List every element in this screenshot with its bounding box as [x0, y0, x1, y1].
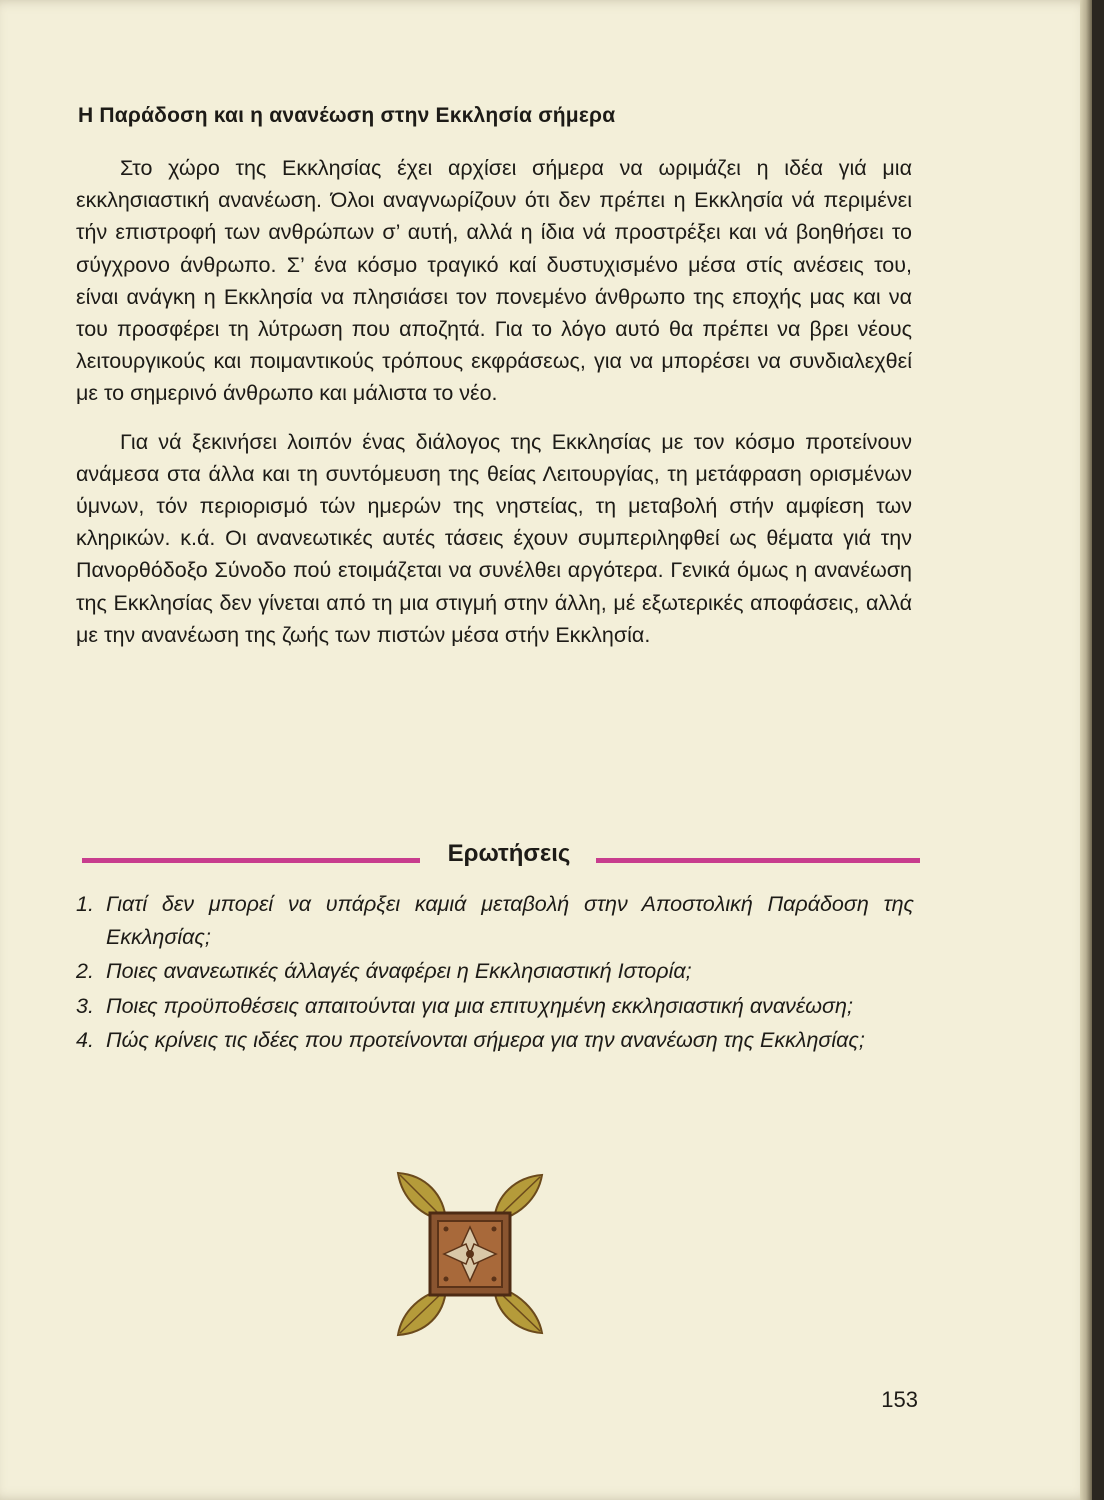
section-heading: Η Παράδοση και η ανανέωση στην Εκκλησία σήμερα — [78, 104, 616, 127]
decorative-ornament-icon — [386, 1165, 554, 1343]
question-text: Γιατί δεν μπορεί να υπάρξει καμιά μεταβολή στην Αποστολική Παράδοση της Εκκλησίας; — [106, 892, 914, 949]
question-number: 3. — [76, 993, 94, 1018]
question-number: 4. — [76, 1028, 94, 1052]
question-item — [76, 1024, 914, 1057]
body-text — [76, 152, 912, 667]
page-number: 153 — [881, 1387, 918, 1412]
question-number: 2. — [76, 959, 94, 983]
questions-title: Ερωτήσεις — [447, 840, 571, 867]
left-divider-rule — [82, 858, 420, 863]
page-edge — [1080, 0, 1092, 1500]
questions-header — [82, 838, 920, 878]
paragraph-1: Στο χώρο της Εκκλησίας έχει αρχίσει σήμερα να ωριμάζει η ιδέα γιά μια εκκλησιαστική ανανέωση. Όλοι αναγνωρίζουν ότι δεν πρέπει η Εκκλησία νά περιμένει τήν επιστροφή των ανθρώπων σ’ αυτή, αλλά η ίδια νά προστρέξει και νά βοηθήσει το σύγχρονο άνθρωπο. Σ’ ένα κόσμο τραγικό καί δυστυχισμένο μέσα στίς ανέσεις του, είναι ανάγκη η Εκκλησία να πλησιάσει τον πονεμένο άνθρωπο της εποχής μας και να του προσφέρει τη λύτρωση που αποζητά. Για το λόγο αυτό θα πρέπει να βρει νέους λειτουργικούς και ποιμαντικούς τρόπους εκφράσεως, για να μπορέσει να συνδιαλεχθεί με το σημερινό άνθρωπο και μάλιστα το νέο. — [76, 156, 912, 406]
question-text: Ποιες προϋποθέσεις απαιτούνται για μια επιτυχημένη εκκλησιαστική ανανέωση; — [106, 993, 853, 1018]
question-item — [76, 990, 914, 1023]
right-divider-rule — [596, 858, 920, 863]
question-number: 1. — [76, 892, 94, 916]
question-item — [76, 888, 914, 953]
question-text: Ποιες ανανεωτικές άλλαγές άναφέρει η Εκκλησιαστική Ιστορία; — [106, 959, 692, 983]
question-text: Πώς κρίνεις τις ιδέες που προτείνονται σήμερα για την ανανέωση της Εκκλησίας; — [106, 1028, 865, 1052]
paragraph-2: Για νά ξεκινήσει λοιπόν ένας διάλογος της Εκκλησίας με τον κόσμο προτείνουν ανάμεσα στα άλλα και τη συντόμευση της θείας Λειτουργίας, τη μετάφραση ορισμένων ύμνων, τόν περιορισμό τών ημερών της νηστείας, τη μεταβολή στήν αμφίεση των κληρικών. κ.ά. Οι ανανεωτικές αυτές τάσεις έχουν συμπεριληφθεί ως θέματα γιά την Πανορθόδοξο Σύνοδο πού ετοιμάζεται να συνέλθει αργότερα. Γενικά όμως η ανανέωση της Εκκλησίας δεν γίνεται από τη μια στιγμή στην άλλη, μέ εξωτερικές αποφάσεις, αλλά με την ανανέωση της ζωής των πιστών μέσα στήν Εκκλησία. — [76, 429, 912, 647]
question-item — [76, 955, 914, 988]
questions-list — [76, 888, 914, 1059]
